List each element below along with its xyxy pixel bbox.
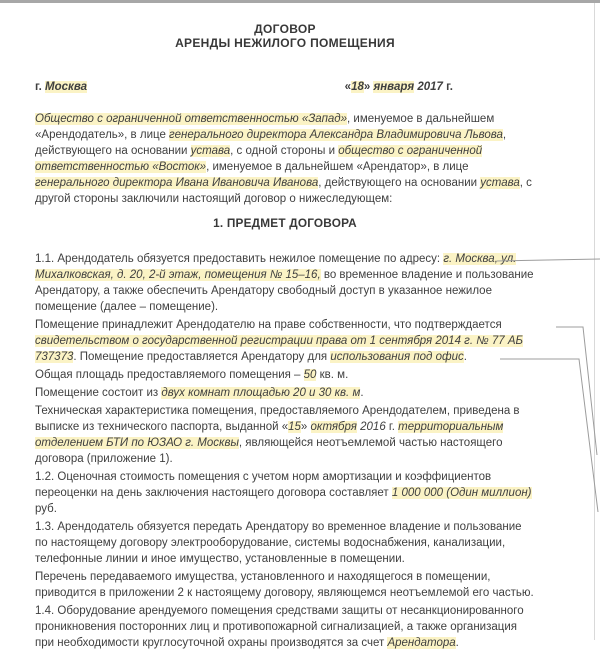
- text-run: , действующего на основании: [35, 129, 507, 157]
- field-value: 15: [288, 421, 301, 433]
- page-right-border: [594, 3, 595, 640]
- field-value: генерального директора Ивана Ивановича Иванова: [35, 177, 319, 189]
- field-value: 50: [303, 369, 317, 381]
- text-run: , действующего на основании: [318, 177, 481, 189]
- field-value: двух комнат площадью 20 и 30 кв. м: [161, 387, 361, 399]
- title-line-2: АРЕНДЫ НЕЖИЛОГО ПОМЕЩЕНИЯ: [175, 35, 395, 50]
- document-page: [35, 0, 535, 651]
- text-run: Помещение состоит из: [35, 387, 162, 399]
- text-run: кв. м.: [316, 369, 349, 381]
- paragraph-rooms: [35, 385, 535, 401]
- text-run: Техническая характеристика помещения, предоставляемого Арендодателем, приведена в выписке из технического паспорта, выданной «: [35, 405, 520, 433]
- text-run: Помещение принадлежит Арендодателю на праве собственности, что подтверждается: [35, 319, 502, 331]
- text-run: 1.2. Оценочная стоимость помещения с учетом норм амортизации и коэффициентов переоценки на день заключения настоящего договора составляет: [35, 471, 492, 499]
- field-value: генерального директора Александра Владимировича Львова: [169, 129, 503, 141]
- text-run: , с одной стороны и: [230, 145, 339, 157]
- text-run: г.: [442, 81, 453, 93]
- text-run: руб.: [35, 503, 57, 515]
- text-run: Общая площадь предоставляемого помещения –: [35, 369, 304, 381]
- title-line-1: ДОГОВОР: [254, 22, 316, 36]
- dateline: [35, 79, 535, 95]
- place-of-signing: [35, 79, 87, 95]
- field-value: использования под офис: [330, 351, 464, 363]
- field-value: г. Москва, ул. Михалковская, д. 20, 2-й этаж, помещения № 15–16,: [35, 253, 517, 281]
- field-value: свидетельством о государственной регистрации права от 1 сентября 2014 г. № 77 АБ 737373: [35, 335, 524, 363]
- field-value: Арендатора: [387, 637, 456, 649]
- text-run: 1.1. Арендодатель обязуется предоставить нежилое помещение по адресу:: [35, 253, 444, 265]
- text-run: . Помещение предоставляется Арендатору для: [73, 351, 331, 363]
- paragraph-preamble: [35, 111, 535, 207]
- leader-line-certificate: [556, 327, 597, 455]
- text-run: 2016: [360, 421, 386, 433]
- paragraph-1-3: [35, 519, 535, 567]
- paragraph-area: [35, 367, 535, 383]
- date-of-signing: [345, 79, 535, 95]
- document-title: [35, 23, 535, 50]
- field-value: 1 000 000 (Один миллион): [391, 487, 532, 499]
- field-value: 18: [351, 81, 364, 93]
- field-value: Москва: [45, 81, 88, 93]
- text-run: во временное владение и пользование Арендатору, а также обеспечить Арендатору свободный доступ в указанное нежилое помещение (далее – помещение).: [35, 269, 534, 313]
- paragraph-inventory: [35, 569, 535, 601]
- text-run: , именуемое в дальнейшем «Арендодатель», в лице: [35, 113, 495, 141]
- paragraph-tech-passport: [35, 403, 535, 467]
- paragraph-1-2: [35, 469, 535, 517]
- text-run: .: [455, 637, 459, 649]
- text-run: 1.4. Оборудование арендуемого помещения средствами защиты от несанкционированного проникновения посторонних лиц и противопожарной сигнализацией, а также организация при необходимости круглосуточной охраны производятся за счет: [35, 605, 524, 649]
- field-value: устава: [480, 177, 520, 189]
- text-run: .: [360, 387, 364, 399]
- text-run: »: [363, 81, 374, 93]
- text-run: , с другой стороны заключили настоящий договор о нижеследующем:: [35, 177, 532, 205]
- field-value: территориальным отделением БТИ по ЮЗАО г. Москвы: [35, 421, 504, 449]
- paragraph-1-1: [35, 251, 535, 315]
- text-run: »: [300, 421, 311, 433]
- text-run: г.: [385, 421, 399, 433]
- paragraph-ownership: [35, 317, 535, 365]
- text-run: Перечень передаваемого имущества, установленного и находящегося в помещении, приводится в приложении 2 к настоящему договору, являющемся неотъемлемой его частью.: [35, 571, 534, 599]
- field-value: октября: [310, 421, 357, 433]
- text-run: , именуемое в дальнейшем «Арендатор», в лице: [206, 161, 469, 173]
- field-value: устава: [190, 145, 231, 157]
- field-value: Общество с ограниченной ответственностью «Запад»: [35, 113, 348, 125]
- text-run: , являющейся неотъемлемой частью настоящего договора (приложение 1).: [35, 437, 503, 465]
- text-run: 2017: [417, 81, 443, 93]
- text-run: г.: [35, 81, 46, 93]
- text-run: .: [463, 351, 467, 363]
- section-1-heading: 1. ПРЕДМЕТ ДОГОВОРА: [213, 216, 357, 230]
- text-run: 1.3. Арендодатель обязуется передать Арендатору во временное владение и пользование по настоящему договору электрооборудование, системы водоснабжения, канализации, телефонные линии и иное имущество, установленные в помещении.: [35, 521, 522, 565]
- text-run: «: [344, 81, 352, 93]
- field-value: общество с ограниченной ответственностью «Восток»: [35, 145, 483, 173]
- field-value: января: [373, 81, 415, 93]
- paragraph-1-4: [35, 603, 535, 651]
